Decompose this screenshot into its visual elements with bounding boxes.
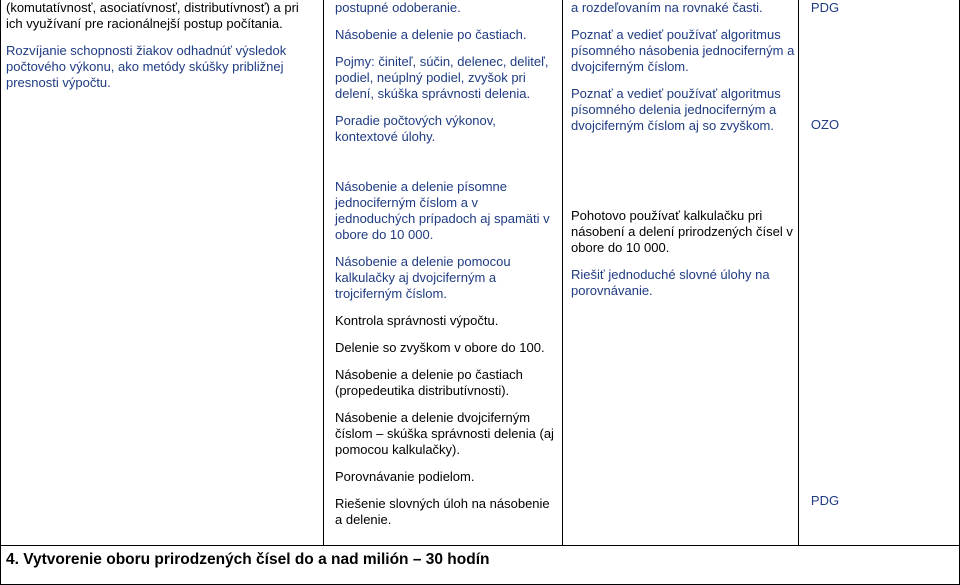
ozo-label: OZO: [810, 117, 840, 132]
col1-paragraph-1: (komutatívnosť, asociatívnosť, distributívnosť) a pri ich využívaní pre racionálnejší postup počítania.: [6, 0, 299, 31]
col2-bottom-paragraph-8: Riešenie slovných úloh na násobenie a delenie.: [335, 496, 550, 527]
col2-top-paragraph-4: Poradie počtových výkonov, kontextové úlohy.: [335, 113, 496, 144]
column-2-bottom-text: [335, 179, 557, 539]
column-divider-1: [323, 0, 324, 545]
col2-bottom-paragraph-5: Násobenie a delenie po častiach (propedeutika distributívnosti).: [335, 367, 523, 398]
col2-top-paragraph-2: Násobenie a delenie po častiach.: [335, 27, 527, 42]
column-divider-3: [798, 0, 799, 545]
col2-bottom-paragraph-7: Porovnávanie podielom.: [335, 469, 475, 484]
col2-bottom-paragraph-2: Násobenie a delenie pomocou kalkulačky aj dvojciferným a trojciferným číslom.: [335, 254, 511, 301]
section-top-border: [0, 545, 960, 546]
col2-top-paragraph-3: Pojmy: činiteľ, súčin, delenec, deliteľ, podiel, neúplný podiel, zvyšok pri delení, skúška správnosti delenia.: [335, 54, 549, 101]
col3-bottom-paragraph-1: Pohotovo používať kalkulačku pri násobení a delení prirodzených čísel v obore do 10 000.: [571, 208, 793, 255]
col2-top-paragraph-1: postupné odoberanie.: [335, 0, 461, 15]
col2-bottom-paragraph-6: Násobenie a delenie dvojciferným číslom – skúška správnosti delenia (aj pomocou kalkulačky).: [335, 410, 554, 457]
column-3-bottom-text: [571, 208, 795, 310]
column-1-text: [6, 0, 318, 102]
col3-top-paragraph-1: a rozdeľovaním na rovnaké časti.: [571, 0, 763, 15]
col2-bottom-paragraph-4: Delenie so zvyškom v obore do 100.: [335, 340, 545, 355]
pdg-label-top: PDG: [810, 0, 840, 15]
pdg-label-bottom: PDG: [810, 493, 840, 508]
section-title: 4. Vytvorenie oboru prirodzených čísel do a nad milión – 30 hodín: [6, 551, 490, 568]
column-2-top-text: [335, 0, 557, 156]
column-3-top-text: [571, 0, 795, 145]
col2-bottom-paragraph-1: Násobenie a delenie písomne jednociferným číslom a v jednoduchých prípadoch aj spamäti v obore do 10 000.: [335, 179, 550, 242]
col2-bottom-paragraph-3: Kontrola správnosti výpočtu.: [335, 313, 499, 328]
col3-top-paragraph-2: Poznať a vedieť používať algoritmus písomného násobenia jednociferným a dvojciferným číslom.: [571, 27, 795, 74]
col1-paragraph-2: Rozvíjanie schopnosti žiakov odhadnúť výsledok počtového výkonu, ako metódy skúšky približnej presnosti výpočtu.: [6, 43, 287, 90]
col3-top-paragraph-3: Poznať a vedieť používať algoritmus písomného delenia jednociferným a dvojciferným číslom aj so zvyškom.: [571, 86, 781, 133]
column-divider-2: [562, 0, 563, 545]
table-border-left: [0, 0, 1, 585]
col3-bottom-paragraph-2: Riešiť jednoduché slovné úlohy na porovnávanie.: [571, 267, 770, 298]
